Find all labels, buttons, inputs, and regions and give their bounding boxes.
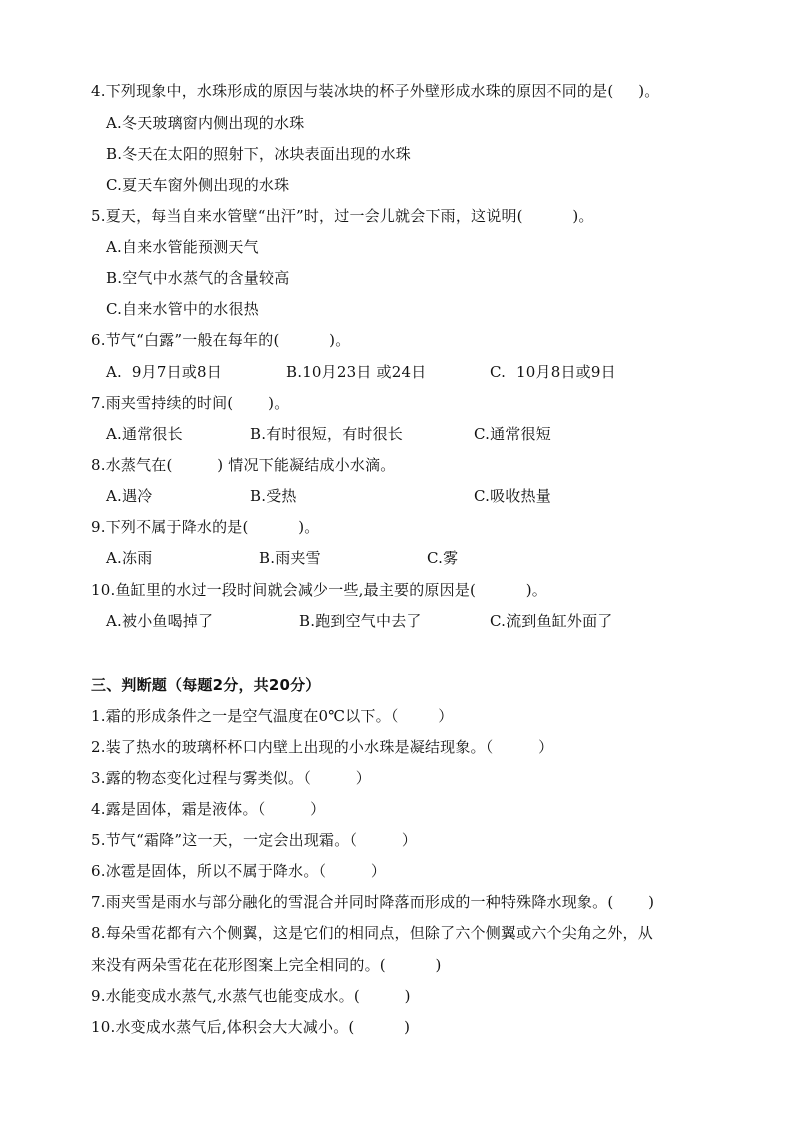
judge-item-8: 8.每朵雪花都有六个侧翼，这是它们的相同点，但除了六个侧翼或六个尖角之外，从 bbox=[91, 924, 653, 942]
question-4-option-c: C.夏天车窗外侧出现的水珠 bbox=[106, 176, 290, 194]
judge-item-7: 7.雨夹雪是雨水与部分融化的雪混合并同时降落而形成的一种特殊降水现象。( ) bbox=[91, 893, 655, 911]
judge-item-3: 3.露的物态变化过程与雾类似。（ ） bbox=[91, 769, 371, 787]
question-8-stem: 8.水蒸气在( ) 情况下能凝结成小水滴。 bbox=[91, 456, 396, 474]
question-10-option-b: B.跑到空气中去了 bbox=[299, 612, 422, 630]
question-7-option-c: C.通常很短 bbox=[474, 425, 551, 443]
question-5-option-c: C.自来水管中的水很热 bbox=[106, 300, 259, 318]
question-6-option-c: C. 10月8日或9日 bbox=[490, 363, 616, 381]
question-9-option-a: A.冻雨 bbox=[106, 549, 153, 567]
question-7-option-b: B.有时很短，有时很长 bbox=[250, 425, 403, 443]
judge-item-2: 2.装了热水的玻璃杯杯口内壁上出现的小水珠是凝结现象。（ ） bbox=[91, 738, 554, 756]
question-7-stem: 7.雨夹雪持续的时间( )。 bbox=[91, 394, 290, 412]
question-8-option-a: A.遇冷 bbox=[106, 487, 153, 505]
question-7-option-a: A.通常很长 bbox=[106, 425, 183, 443]
question-4-option-a: A.冬天玻璃窗内侧出现的水珠 bbox=[106, 114, 305, 132]
question-5-stem: 5.夏天，每当自来水管壁“出汗”时，过一会儿就会下雨，这说明( )。 bbox=[91, 207, 594, 225]
question-9-stem: 9.下列不属于降水的是( )。 bbox=[91, 518, 320, 536]
question-6-option-a: A. 9月7日或8日 bbox=[106, 363, 222, 381]
question-6-stem: 6.节气“白露”一般在每年的( )。 bbox=[91, 331, 351, 349]
question-4-option-b: B.冬天在太阳的照射下，冰块表面出现的水珠 bbox=[106, 145, 411, 163]
question-5-option-a: A.自来水管能预测天气 bbox=[106, 238, 259, 256]
section-heading-judgement: 三、判断题（每题2分，共20分） bbox=[91, 676, 321, 694]
judge-item-4: 4.露是固体，霜是液体。（ ） bbox=[91, 800, 326, 818]
judge-item-6: 6.冰雹是固体，所以不属于降水。（ ） bbox=[91, 862, 387, 880]
question-6-option-b: B.10月23日 或24日 bbox=[286, 363, 427, 381]
question-10-option-a: A.被小鱼喝掉了 bbox=[106, 612, 214, 630]
question-8-option-c: C.吸收热量 bbox=[474, 487, 551, 505]
question-9-option-b: B.雨夹雪 bbox=[259, 549, 321, 567]
question-5-option-b: B.空气中水蒸气的含量较高 bbox=[106, 269, 290, 287]
question-4-stem: 4.下列现象中，水珠形成的原因与装冰块的杯子外壁形成水珠的原因不同的是( )。 bbox=[91, 82, 660, 100]
judge-item-10: 10.水变成水蒸气后,体积会大大减小。( ) bbox=[91, 1018, 411, 1036]
question-8-option-b: B.受热 bbox=[250, 487, 297, 505]
judge-item-1: 1.霜的形成条件之一是空气温度在0℃以下。（ ） bbox=[91, 707, 454, 725]
question-10-stem: 10.鱼缸里的水过一段时间就会减少一些,最主要的原因是( )。 bbox=[91, 581, 548, 599]
question-9-option-c: C.雾 bbox=[427, 549, 459, 567]
question-10-option-c: C.流到鱼缸外面了 bbox=[490, 612, 613, 630]
judge-item-5: 5.节气“霜降”这一天，一定会出现霜。（ ） bbox=[91, 831, 418, 849]
judge-item-9: 9.水能变成水蒸气,水蒸气也能变成水。( ) bbox=[91, 987, 411, 1005]
judge-item-8-continued: 来没有两朵雪花在花形图案上完全相同的。( ) bbox=[91, 956, 442, 974]
